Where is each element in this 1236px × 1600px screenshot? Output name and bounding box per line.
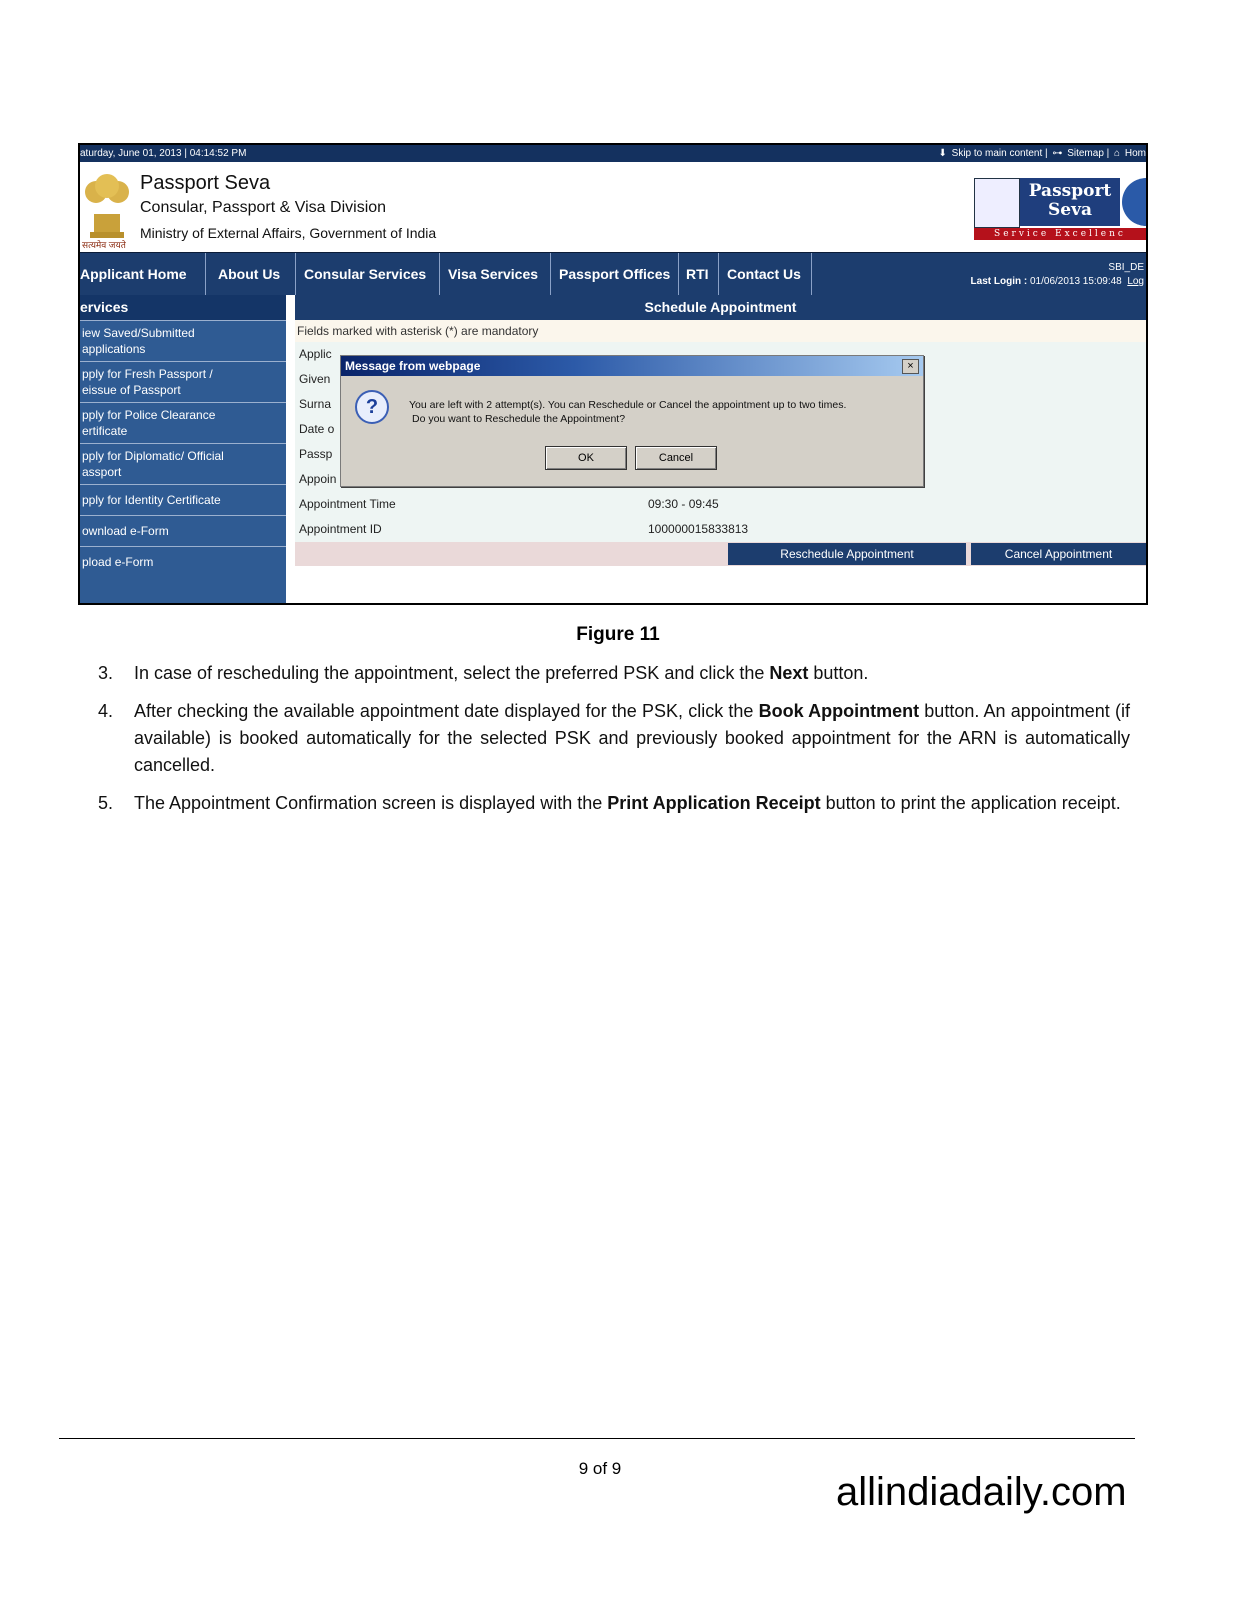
row-label: Surna (299, 397, 332, 411)
datetime: aturday, June 01, 2013 | 04:14:52 PM (80, 148, 247, 159)
nav-passport-offices[interactable]: Passport Offices (551, 253, 679, 295)
row-label: Applic (299, 347, 332, 361)
step-text: button. (808, 663, 869, 683)
step-text: button. An appointment (if available) is booked automatically for the selected PSK and previously booked appointment for the ARN is automatically cancelled. (134, 701, 1130, 775)
dialog-titlebar (341, 356, 923, 376)
dialog-message (409, 398, 846, 426)
reschedule-appointment-button[interactable]: Reschedule Appointment (728, 543, 966, 565)
skip-link[interactable]: Skip to main content (951, 148, 1043, 159)
sidebar-heading: ervices (80, 295, 286, 321)
detail-row (299, 367, 330, 392)
logout-link[interactable]: Log (1127, 276, 1144, 287)
row-value: 09:30 - 09:45 (648, 497, 719, 511)
sidebar-item-diplomatic[interactable]: pply for Diplomatic/ Official assport (80, 444, 286, 485)
sidebar-item-view-saved[interactable]: iew Saved/Submitted applications (80, 321, 286, 362)
nav-applicant-home[interactable]: Applicant Home (80, 253, 206, 295)
step-text: button to print the application receipt. (820, 793, 1121, 813)
dialog-message-line: Do you want to Reschedule the Appointment? (412, 413, 626, 425)
row-value: 100000015833813 (648, 522, 749, 536)
down-arrow-icon: ⬇ (938, 148, 947, 159)
steps-list (98, 660, 1130, 828)
passport-seva-logo (974, 178, 1146, 240)
close-icon[interactable]: × (902, 359, 919, 374)
list-item (98, 698, 1130, 779)
detail-row (299, 392, 331, 417)
detail-row (299, 442, 332, 467)
nav-contact-us[interactable]: Contact Us (719, 253, 812, 295)
sitemap-icon: ⊶ (1052, 148, 1063, 159)
sidebar-item-download-eform[interactable]: ownload e-Form (80, 516, 286, 547)
footer-rule (59, 1438, 1135, 1439)
message-dialog (340, 355, 924, 487)
logo-text-seva: Seva (1048, 200, 1092, 220)
home-link[interactable]: Hom (1124, 148, 1146, 159)
nav-about-us[interactable]: About Us (206, 253, 296, 295)
logo-strip: Service Excellenc (974, 228, 1146, 240)
sidebar-item-identity-certificate[interactable]: pply for Identity Certificate (80, 485, 286, 516)
list-item (98, 790, 1130, 817)
action-bar (295, 542, 1146, 566)
detail-row (299, 417, 334, 442)
figure-caption: Figure 11 (576, 624, 660, 645)
last-login-label: Last Login : (970, 276, 1028, 287)
main-nav (80, 252, 1146, 295)
ministry-name: Ministry of External Affairs, Government of India (140, 225, 437, 241)
row-label: Appointment Time (299, 497, 396, 511)
small-emblem-icon (974, 178, 1020, 228)
sitemap-link[interactable]: Sitemap (1067, 148, 1104, 159)
watermark: allindiadaily.com (836, 1470, 1127, 1514)
step-bold-text: Next (769, 663, 809, 683)
nav-consular-services[interactable]: Consular Services (296, 253, 440, 295)
last-login-value: 01/06/2013 15:09:48 (1029, 276, 1122, 287)
row-label: Appoin (299, 472, 337, 486)
step-text: The Appointment Confirmation screen is displayed with the (134, 793, 608, 813)
list-item (98, 660, 1130, 687)
detail-row (299, 467, 336, 492)
step-text: In case of rescheduling the appointment, select the preferred PSK and click the (134, 663, 770, 683)
site-title: Passport Seva (140, 172, 271, 194)
mandatory-note: Fields marked with asterisk (*) are mandatory (295, 320, 1146, 342)
globe-icon (1122, 178, 1146, 226)
step-number: 4. (98, 701, 114, 721)
logo-text-passport: Passport (1028, 181, 1112, 201)
cancel-appointment-button[interactable]: Cancel Appointment (971, 543, 1146, 565)
row-label: Appointment ID (299, 522, 382, 536)
dialog-message-line: You are left with 2 attempt(s). You can Reschedule or Cancel the appointment up to two times. (409, 399, 847, 411)
question-icon: ? (355, 390, 389, 424)
detail-row (299, 342, 332, 367)
top-bar (80, 145, 1146, 162)
nav-visa-services[interactable]: Visa Services (440, 253, 551, 295)
site-header (80, 162, 1146, 252)
services-sidebar (80, 295, 286, 603)
top-links: ⬇ Skip to main content | ⊶ Sitemap | ⌂ Hom (938, 148, 1146, 159)
step-bold-text: Print Application Receipt (607, 793, 821, 813)
detail-row (299, 517, 749, 542)
panel-title: Schedule Appointment (295, 295, 1146, 320)
row-label: Given (299, 372, 331, 386)
page-number: 9 of 9 (578, 1459, 622, 1478)
row-label: Date o (299, 422, 335, 436)
emblem-motto: सत्यमेव जयते (82, 240, 126, 250)
cancel-button[interactable]: Cancel (635, 446, 717, 470)
step-bold-text: Book Appointment (758, 701, 920, 721)
row-label: Passp (299, 447, 333, 461)
step-number: 3. (98, 663, 114, 683)
username: SBI_DE (1108, 262, 1144, 273)
sidebar-item-fresh-passport[interactable]: pply for Fresh Passport / eissue of Passport (80, 362, 286, 403)
screenshot-figure (78, 143, 1148, 605)
user-info (971, 261, 1144, 289)
step-text: After checking the available appointment date displayed for the PSK, click the (134, 701, 759, 721)
sidebar-item-police-clearance[interactable]: pply for Police Clearance ertificate (80, 403, 286, 444)
detail-row (299, 492, 719, 517)
ok-button[interactable]: OK (545, 446, 627, 470)
sidebar-item-upload-eform[interactable]: pload e-Form (82, 555, 154, 569)
logo-box (1020, 178, 1120, 226)
site-subtitle: Consular, Passport & Visa Division (140, 199, 387, 216)
dialog-title: Message from webpage (345, 359, 481, 373)
home-icon: ⌂ (1114, 148, 1121, 159)
step-number: 5. (98, 793, 114, 813)
nav-rti[interactable]: RTI (679, 253, 719, 295)
